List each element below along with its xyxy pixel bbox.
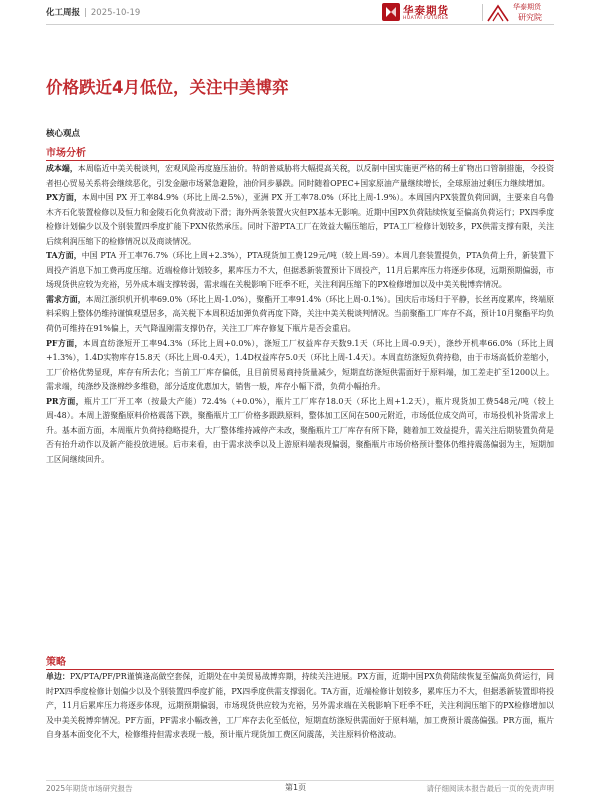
strategy-heading: 策略 xyxy=(46,657,66,668)
page-number: 第1页 xyxy=(285,783,307,792)
research-institute-logo xyxy=(486,2,566,24)
footer-report-name: 2025年期货市场研究报告 xyxy=(46,784,133,793)
paragraph-lead: 需求方面， xyxy=(46,294,86,304)
report-title: 价格跌近4月低位，关注中美博弈 xyxy=(46,78,289,97)
report-date: 2025-10-19 xyxy=(90,8,141,18)
header-divider xyxy=(46,24,554,25)
logo-divider xyxy=(482,4,483,21)
report-header-label xyxy=(46,6,140,18)
paragraph-px xyxy=(46,191,554,249)
paragraph-lead: TA方面， xyxy=(46,251,82,261)
strategy-body xyxy=(46,670,554,790)
institute-logo-icon xyxy=(486,3,510,23)
paragraph-demand xyxy=(46,293,554,337)
paragraph-text: 本周直纺涤短开工率94.3%（环比上周+0.0%），涤短工厂权益库存天数9.1天（环比上周-0.9天），涤纱开机率66.0%（环比上周+1.3%），1.4D实物库存15.8天（环比上周-0.4天），1.4D权益库存5.0天（环比上周-1.4天）。本周直纺涤短负荷持稳，由于市场高低价差缩小，工厂价格优势显现，库存有所去化；当前工厂库存偏低，且目前贸易商持货量减少，短期直纺涤短供需面好于原料端，加工差走扩至1200以上。需求端，纯涤纱及涤棉纱多维稳，部分适度优惠加大，销售一般，库存小幅下滑，负荷小幅抬升。 xyxy=(46,338,554,392)
page-header xyxy=(0,0,600,26)
paragraph-text: 本周中国 PX 开工率84.9%（环比上周-2.5%），亚洲 PX 开工率78.0%（环比上周-1.9%）。本周国内PX装置负荷回调，主要来自乌鲁木齐石化装置检修以及恒力和金陵石化负荷波动下滑；海外两条装置火灾但PX基本无影响。近期中国PX负荷陆续恢复至偏高负荷运行；PX四季度检修计划偏少以及个别装置四季度扩能下PXN依然承压。同时下游PTA工厂在效益大幅压缩后，PTA工厂检修计划较多，PX供需支撑有限，关注后续利润压缩下的检修情况以及商谈情况。 xyxy=(46,193,554,246)
paragraph-lead: PF方面， xyxy=(46,338,83,348)
paragraph-cost xyxy=(46,162,554,191)
paragraph-single-side xyxy=(46,670,554,743)
huatai-logo-icon xyxy=(382,3,400,21)
paragraph-pf xyxy=(46,337,554,395)
core-views-heading: 核心观点 xyxy=(46,129,81,139)
header-separator: | xyxy=(84,8,87,18)
paragraph-lead: PR方面， xyxy=(46,396,85,406)
huatai-futures-logo xyxy=(382,3,482,23)
institute-label: 研究院 xyxy=(518,13,542,22)
market-analysis-rule xyxy=(46,160,554,161)
paragraph-pr xyxy=(46,395,554,468)
paragraph-text: 本周临近中美关税谈判，宏观风险再度施压油价。特朗普威胁将大幅提高关税，以反制中国实施更严格的稀土矿物出口管制措施，令投资者担心贸易关系将会继续恶化，引发金融市场紧急避险，油价同步暴跌。同时随着OPEC+国家原油产量继续增长，全球原油过剩压力继续增加。 xyxy=(46,164,554,188)
brand-en: HUATAI FUTURES xyxy=(403,16,449,21)
paragraph-lead: PX方面， xyxy=(46,193,82,203)
paragraph-lead: 单边： xyxy=(46,672,70,681)
disclaimer-note: 请仔细阅读本报告最后一页的免责声明 xyxy=(426,784,554,793)
market-analysis-heading: 市场分析 xyxy=(46,148,86,159)
brand-name: 华泰期货 xyxy=(403,5,449,17)
paragraph-text: 本周江浙织机开机率69.0%（环比上周-1.0%），聚酯开工率91.4%（环比上周-0.1%）。国庆后市场归于平静，长丝再度累库，终端原料采购上整体仍维持谨慎观望居多，高关税下本周积适加弹负荷再度下降，关注中美关税谈判情况。当前聚酯工厂库存不高，预计10月聚酯平均负荷仍可维持在91%偏上，天气降温刚需支撑仍存，关注工厂库存修复下瓶片是否会重启。 xyxy=(46,294,554,334)
paragraph-ta xyxy=(46,249,554,293)
paragraph-text: 瓶片工厂开工率（按最大产能）72.4%（+0.0%），瓶片工厂库存18.0天（环比上周+1.2天），瓶片现货加工费548元/吨（较上周-48）。本周上游聚酯原料价格震荡下跌，聚酯瓶片工厂价格多跟跌原料，整体加工区间在500元附近，市场低位成交尚可，市场投机补货需求上升。基本面方面，本周瓶片负荷持稳略提升，大厂整体维持减停产未改，聚酯瓶片工厂库存有所下降，随着加工效益提升，需关注后期装置负荷是否有抬升动作以及新产能投放进展。后市来看，由于需求淡季以及上游原料端表现偏弱，聚酯瓶片市场价格预计整体仍维持震荡偏弱为主，短期加工区间继续回升。 xyxy=(46,396,554,464)
market-analysis-body xyxy=(46,162,554,467)
paragraph-lead: 成本端， xyxy=(46,164,78,173)
paragraph-text: 中国 PTA 开工率76.7%（环比上周+2.3%），PTA现货加工费129元/吨（较上周-59）。本周几套装置提负，PTA负荷上升，新装置下周投产消息下加工费再度压缩。近端检修计划较多，累库压力不大，但据悉新装置预计下周投产，11月后累库压力将逐步体现，远期预期偏弱，市场现货供应较为充裕，另外成本端支撑转弱，需求端在关税影响下旺季不旺，关注利润压缩下的PX检修增加以及中美关税博弈情况。 xyxy=(46,251,555,290)
footer-divider xyxy=(46,780,554,781)
paragraph-text: PX/PTA/PF/PR谨慎逢高做空套保，近期处在中美贸易战博弈期，持续关注进展。PX方面，近期中国PX负荷陆续恢复至偏高负荷运行，同时PX四季度检修计划偏少以及个别装置四季度扩能，PX四季度供需支撑弱化。TA方面，近端检修计划较多，累库压力不大，但据悉新装置即将投产，11月后累库压力将逐步体现，远期预期偏弱，市场现货供应较为充裕，另外需求端在关税影响下旺季不旺，关注利润压缩下的PX检修增加以及中美关税博弈情况。PF方面，PF需求小幅改善，工厂库存去化至低位，短期直纺涤短供需面好于原料端，加工费预计震荡偏强。PR方面，瓶片自身基本面变化不大，检修维持但需求表现一般，预计瓶片现货加工费区间震荡，关注原料价格波动。 xyxy=(46,672,554,740)
institute-name: 华泰期货 xyxy=(513,3,541,11)
report-type: 化工周报 xyxy=(46,8,81,18)
